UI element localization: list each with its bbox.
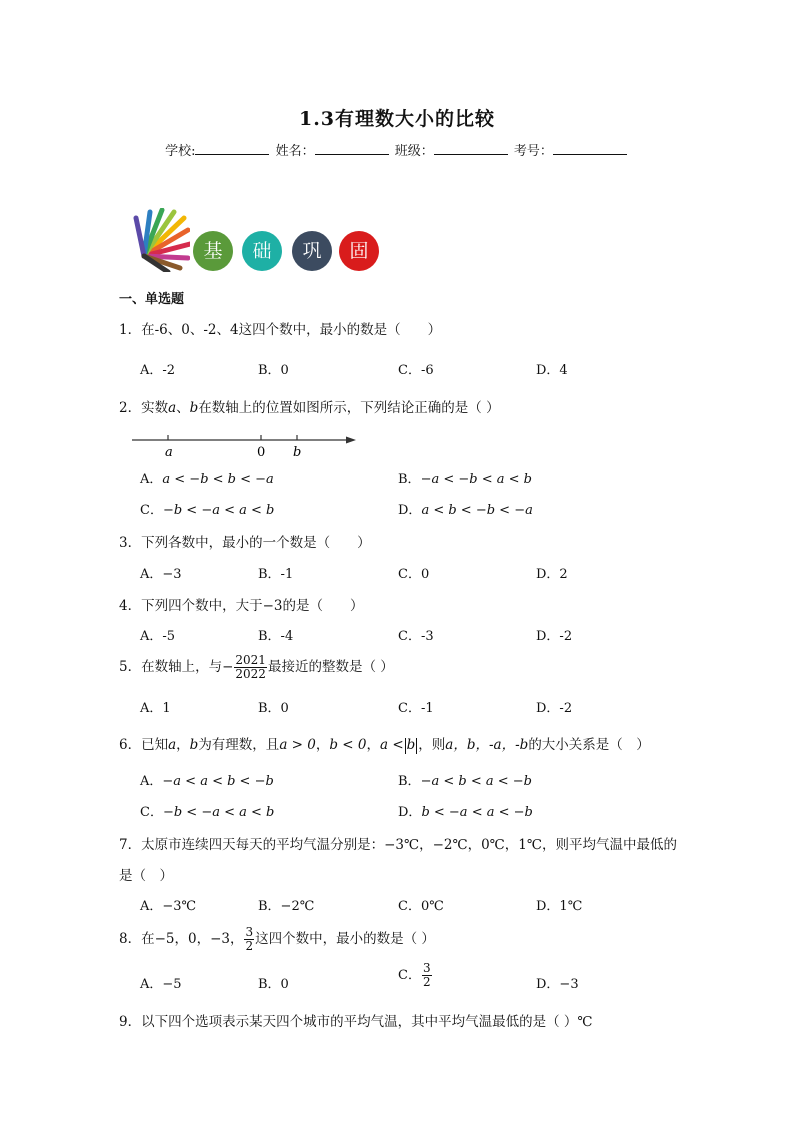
q8-option-a: A．−5 — [140, 977, 182, 992]
page-title: 1.3有理数大小的比较 — [298, 108, 496, 130]
class-blank — [434, 142, 508, 155]
q7-option-d: D．1℃ — [536, 899, 583, 914]
question-8: 8．在−5，0，−3， $\frac{3}{2}$ 这四个数中，最小的数是（ ） — [119, 925, 435, 953]
fraction-3-2: $\frac{3}{2}$ — [245, 925, 254, 953]
name-blank — [315, 142, 389, 155]
q5-option-b: B．0 — [258, 701, 289, 716]
q4-option-b: B．-4 — [258, 629, 294, 644]
question-2: 2．实数a、b在数轴上的位置如图所示，下列结论正确的是（ ） — [119, 400, 500, 416]
question-9: 9．以下四个选项表示某天四个城市的平均气温，其中平均气温最低的是（ ）℃ — [119, 1014, 593, 1030]
fraction-2021-2022: $\frac{2021}{2022}$ — [235, 653, 266, 681]
axis-label-a: a — [165, 445, 173, 460]
q8-option-c: C． $\frac{3}{2}$ — [398, 961, 431, 989]
student-info-line — [0, 140, 794, 159]
q8-option-b: B．0 — [258, 977, 289, 992]
q5-option-c: C．-1 — [398, 701, 434, 716]
q3-option-d: D．2 — [536, 567, 568, 582]
badge-gong: 巩 — [292, 231, 332, 271]
q1-option-d: D．4 — [536, 363, 568, 378]
badge-chu: 础 — [242, 231, 282, 271]
q7-option-c: C．0℃ — [398, 899, 444, 914]
question-3: 3．下列各数中，最小的一个数是（ ） — [119, 535, 371, 551]
school-label: 学校: — [165, 144, 196, 159]
q2-option-a: A．a < −b < b < −a — [140, 472, 274, 487]
question-7-line-2: 是（ ） — [119, 868, 173, 884]
q4-option-c: C．-3 — [398, 629, 434, 644]
name-label: 姓名： — [275, 144, 315, 159]
badge-gu: 固 — [339, 231, 379, 271]
exam-no-label: 考号： — [513, 144, 553, 159]
q2-option-c: C．−b < −a < a < b — [140, 503, 275, 518]
q5-option-a: A．1 — [140, 701, 171, 716]
q8-option-d: D．−3 — [536, 977, 579, 992]
q4-option-a: A．-5 — [140, 629, 176, 644]
q4-option-d: D．-2 — [536, 629, 573, 644]
question-1: 1．在-6、0、-2、4这四个数中，最小的数是（ ） — [119, 322, 442, 338]
q3-option-c: C．0 — [398, 567, 430, 582]
q6-option-b: B．−a < b < a < −b — [398, 774, 532, 789]
q3-option-b: B．-1 — [258, 567, 294, 582]
axis-label-b: b — [293, 445, 302, 460]
question-5: 5．在数轴上，与− $\frac{2021}{2022}$ 最接近的整数是（ ） — [119, 653, 394, 681]
school-blank — [195, 142, 269, 155]
exam-no-blank — [553, 142, 627, 155]
q2-option-b: B．−a < −b < a < b — [398, 472, 532, 487]
section-heading: 一、单选题 — [119, 292, 185, 307]
q6-option-c: C．−b < −a < a < b — [140, 805, 275, 820]
axis-label-zero: 0 — [257, 445, 266, 460]
question-4: 4．下列四个数中，大于−3的是（ ） — [119, 598, 364, 614]
q1-option-a: A．-2 — [140, 363, 176, 378]
question-6: 6．已知a，b为有理数，且a > 0，b < 0，a < b ，则a，b，-a，-b的大小关系是（ ） — [119, 737, 650, 753]
question-7-line-1: 7．太原市连续四天每天的平均气温分别是：−3℃，−2℃，0℃，1℃，则平均气温中最低的 — [119, 837, 677, 853]
q2-option-d: D．a < b < −b < −a — [398, 503, 533, 518]
q3-option-a: A．−3 — [140, 567, 182, 582]
q5-option-d: D．-2 — [536, 701, 573, 716]
q6-option-d: D．b < −a < a < −b — [398, 805, 533, 820]
badge-ji: 基 — [193, 231, 233, 271]
q7-option-b: B．−2℃ — [258, 899, 315, 914]
colored-pencils-icon — [130, 208, 190, 272]
class-label: 班级： — [394, 144, 434, 159]
q1-option-b: B．0 — [258, 363, 289, 378]
q7-option-a: A．−3℃ — [140, 899, 197, 914]
number-line-figure — [130, 428, 360, 462]
q1-option-c: C．-6 — [398, 363, 434, 378]
q6-option-a: A．−a < a < b < −b — [140, 774, 274, 789]
